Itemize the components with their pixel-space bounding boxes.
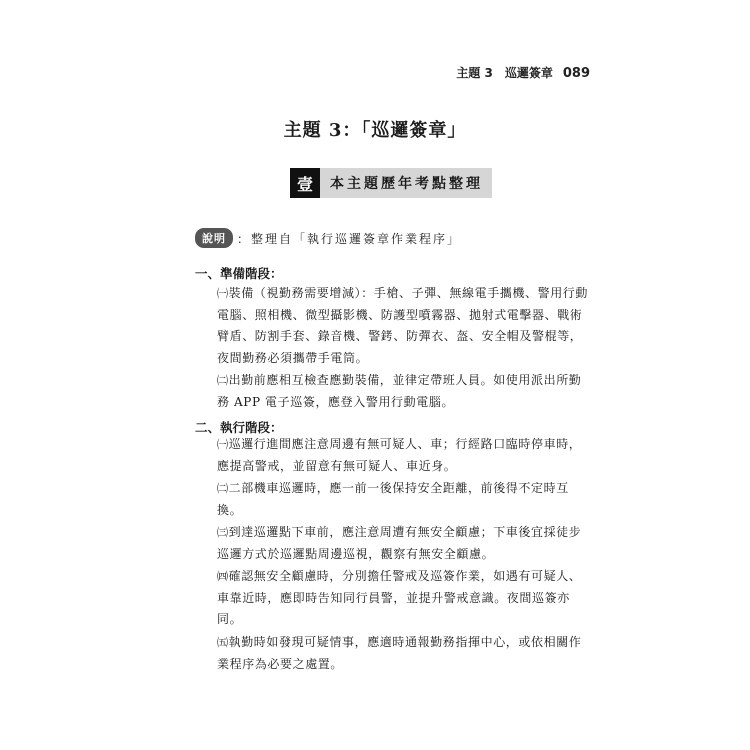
- running-header: [456, 64, 590, 81]
- section-heading-prep: 一、準備階段：: [195, 266, 283, 281]
- list-item: [217, 283, 589, 369]
- banner-label: 本主題歷年考點整理: [330, 176, 483, 192]
- item-text: 到達巡邏點下車前，應注意周遭有無安全顧慮；下車後宜採徒步巡邏方式於巡邏點周邊巡視，觀察有無安全顧慮。: [217, 525, 582, 561]
- page-number: 089: [562, 66, 590, 81]
- item-text: 巡邏行進間應注意周邊有無可疑人、車；行經路口臨時停車時，應提高警戒，並留意有無可疑人、車近身。: [217, 437, 582, 473]
- item-text: 裝備（視勤務需要增減）：手槍、子彈、無線電手攜機、警用行動電腦、照相機、微型攝影機、防護型噴霧器、拋射式電擊器、戰術臂盾、防割手套、錄音機、警銬、防彈衣、盔、安全帽及警棍等，夜間勤務必須攜帶手電筒。: [217, 286, 589, 365]
- list-item: [217, 522, 589, 565]
- note-text: ：整理自「執行巡邏簽章作業程序」: [237, 231, 462, 246]
- list-item: [217, 370, 589, 413]
- item-number: ㈠: [217, 287, 229, 300]
- item-text: 出勤前應相互檢查應勤裝備，並律定帶班人員。如使用派出所勤務 APP 電子巡簽，應登入警用行動電腦。: [217, 373, 582, 409]
- list-item: [217, 434, 589, 477]
- list-item: [217, 478, 589, 521]
- section-banner: [290, 168, 492, 198]
- section-heading-exec: 二、執行階段：: [195, 420, 283, 435]
- list-item: [217, 632, 589, 675]
- chapter-label: 主題 3 巡邏簽章: [456, 66, 553, 80]
- page-title: 主題 3：「巡邏簽章」: [283, 120, 467, 141]
- source-note: [195, 228, 461, 248]
- item-number: ㈤: [217, 636, 229, 649]
- note-tag: 說明: [195, 228, 233, 248]
- item-number: ㈡: [217, 374, 229, 387]
- item-number: ㈡: [217, 482, 229, 495]
- item-text: 二部機車巡邏時，應一前一後保持安全距離，前後得不定時互換。: [217, 481, 569, 517]
- item-text: 執勤時如發現可疑情事，應適時通報勤務指揮中心，或依相關作業程序為必要之處置。: [217, 635, 582, 671]
- item-text: 確認無安全顧慮時，分別擔任警戒及巡簽作業，如遇有可疑人、車靠近時，應即時告知同行員警，並提升警戒意識。夜間巡簽亦同。: [217, 569, 582, 626]
- banner-badge: 壹: [290, 168, 320, 198]
- item-number: ㈣: [217, 570, 229, 583]
- item-number: ㈠: [217, 438, 229, 451]
- item-number: ㈢: [217, 526, 229, 539]
- list-item: [217, 566, 589, 631]
